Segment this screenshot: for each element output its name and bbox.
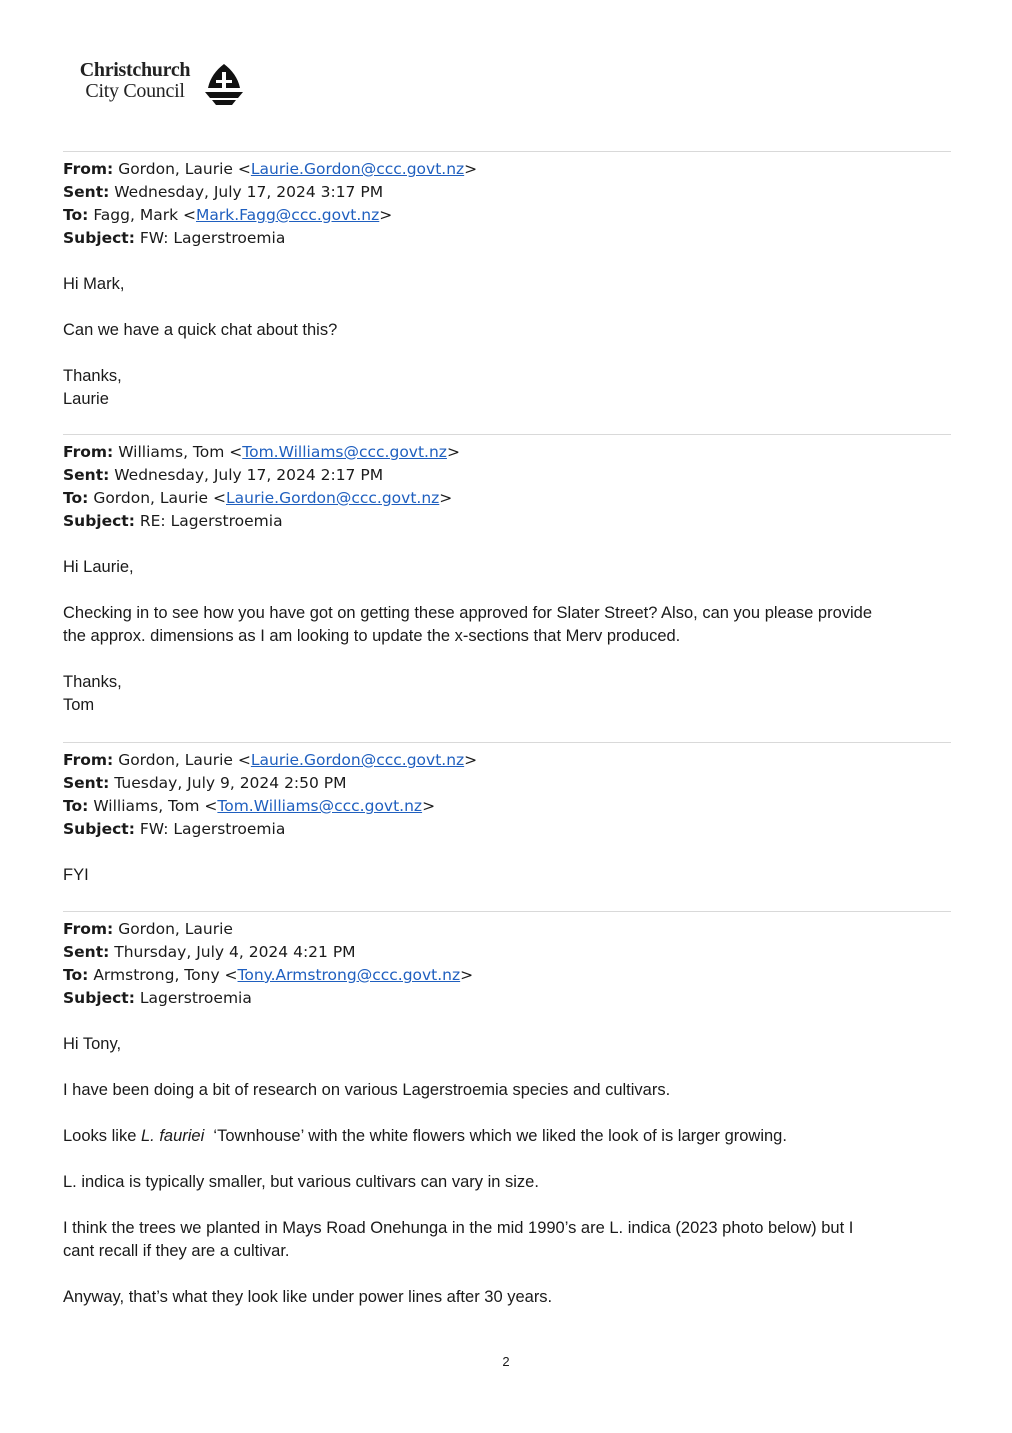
email-subject: Subject: RE: Lagerstroemia: [63, 512, 283, 530]
email-to: To: Armstrong, Tony <Tony.Armstrong@ccc.govt.nz>: [63, 966, 474, 984]
paragraph: I have been doing a bit of research on various Lagerstroemia species and cultivars.: [63, 1081, 671, 1099]
from-email-link[interactable]: Tom.Williams@ccc.govt.nz: [242, 443, 447, 461]
email-to: To: Williams, Tom <Tom.Williams@ccc.govt.nz>: [63, 797, 436, 815]
paragraph: Looks like L. fauriei ‘Townhouse’ with the white flowers which we liked the look of is larger growing.: [63, 1127, 787, 1145]
email-to: To: Gordon, Laurie <Laurie.Gordon@ccc.govt.nz>: [63, 489, 453, 507]
email-body: [63, 1033, 951, 1309]
email-sent: Sent: Wednesday, July 17, 2024 2:17 PM: [63, 466, 384, 484]
sign-off: Thanks, Laurie: [63, 367, 122, 408]
email-message: [63, 918, 951, 1309]
paragraph: Anyway, that’s what they look like under power lines after 30 years.: [63, 1288, 553, 1306]
email-sent: Sent: Tuesday, July 9, 2024 2:50 PM: [63, 774, 347, 792]
logo-line-2: City Council: [85, 80, 185, 102]
email-from: From: Gordon, Laurie: [63, 920, 233, 938]
email-subject: Subject: Lagerstroemia: [63, 989, 252, 1007]
page-number: 2: [502, 1354, 510, 1369]
to-email-link[interactable]: Mark.Fagg@ccc.govt.nz: [195, 206, 380, 224]
email-sent: Sent: Wednesday, July 17, 2024 3:17 PM: [63, 183, 384, 201]
email-from: From: Gordon, Laurie <Laurie.Gordon@ccc.govt.nz>: [63, 160, 478, 178]
email-from: From: Gordon, Laurie <Laurie.Gordon@ccc.govt.nz>: [63, 751, 478, 769]
email-separator: [63, 151, 951, 152]
email-to: To: Fagg, Mark <Mark.Fagg@ccc.govt.nz>: [63, 206, 393, 224]
greeting: Hi Laurie,: [63, 558, 134, 576]
email-message: [63, 158, 951, 411]
sign-off: Thanks, Tom: [63, 673, 122, 714]
email-body: [63, 273, 951, 411]
paragraph: Can we have a quick chat about this?: [63, 321, 338, 339]
council-logo: [70, 60, 250, 108]
to-email-link[interactable]: Laurie.Gordon@ccc.govt.nz: [226, 489, 440, 507]
email-subject: Subject: FW: Lagerstroemia: [63, 229, 286, 247]
paragraph: L. indica is typically smaller, but various cultivars can vary in size.: [63, 1173, 539, 1191]
email-message: [63, 749, 951, 887]
email-from: From: Williams, Tom <Tom.Williams@ccc.govt.nz>: [63, 443, 460, 461]
paragraph: FYI: [63, 866, 89, 884]
paragraph: I think the trees we planted in Mays Road Onehunga in the mid 1990’s are L. indica (2023 photo below) but I cant recall if they are a cultivar.: [63, 1219, 854, 1260]
to-email-link[interactable]: Tom.Williams@ccc.govt.nz: [217, 797, 423, 815]
email-subject: Subject: FW: Lagerstroemia: [63, 820, 286, 838]
email-body: [63, 556, 951, 717]
email-separator: [63, 742, 951, 743]
email-separator: [63, 434, 951, 435]
logo-wordmark: [70, 60, 200, 102]
greeting: Hi Mark,: [63, 275, 125, 293]
email-sent: Sent: Thursday, July 4, 2024 4:21 PM: [63, 943, 356, 961]
email-message: [63, 441, 951, 717]
email-body: [63, 864, 951, 887]
cathedral-icon: [202, 62, 246, 106]
to-email-link[interactable]: Tony.Armstrong@ccc.govt.nz: [237, 966, 461, 984]
paragraph: Checking in to see how you have got on getting these approved for Slater Street? Also, can you please provide the approx. dimensions as I am looking to update the x-sections that Merv produced.: [63, 604, 873, 645]
email-separator: [63, 911, 951, 912]
logo-line-1: Christchurch: [79, 59, 191, 81]
greeting: Hi Tony,: [63, 1035, 122, 1053]
from-email-link[interactable]: Laurie.Gordon@ccc.govt.nz: [250, 751, 465, 769]
from-email-link[interactable]: Laurie.Gordon@ccc.govt.nz: [250, 160, 465, 178]
